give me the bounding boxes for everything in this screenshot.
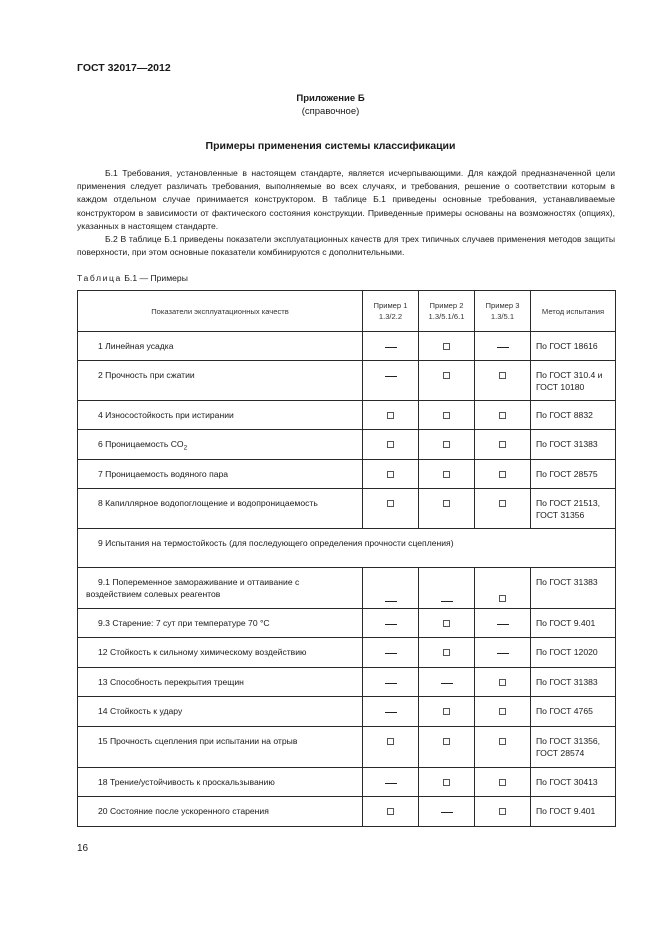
row-indicator xyxy=(78,332,363,361)
header-example-3-title: Пример 3 xyxy=(485,301,520,310)
checkbox-square-icon xyxy=(499,738,506,745)
row-indicator-text: 9.1 Попеременное замораживание и оттаивание с воздействием солевых реагентов xyxy=(86,577,300,600)
row-example-2-cell xyxy=(419,797,475,827)
checkbox-square-icon xyxy=(499,471,506,478)
row-test-method: По ГОСТ 9.401 xyxy=(531,609,616,638)
checkbox-square-icon xyxy=(443,649,450,656)
row-indicator-text: 13 Способность перекрытия трещин xyxy=(98,677,244,687)
row-test-method: По ГОСТ 21513, ГОСТ 31356 xyxy=(531,489,616,529)
row-indicator xyxy=(78,797,363,827)
annex-title-block xyxy=(0,92,661,118)
table-body xyxy=(78,332,616,827)
row-test-method: По ГОСТ 9.401 xyxy=(531,797,616,827)
dash-icon xyxy=(385,624,397,625)
table-row xyxy=(78,638,616,668)
checkbox-square-icon xyxy=(387,500,394,507)
row-example-3-cell xyxy=(475,568,531,609)
header-method: Метод испытания xyxy=(531,291,616,332)
row-test-method: По ГОСТ 31383 xyxy=(531,668,616,697)
row-example-2-cell xyxy=(419,460,475,489)
row-test-method: По ГОСТ 31356, ГОСТ 28574 xyxy=(531,727,616,768)
row-example-1-cell xyxy=(363,489,419,529)
dash-icon xyxy=(385,653,397,654)
examples-table xyxy=(77,290,616,827)
table-caption-text: Б.1 — Примеры xyxy=(124,273,188,283)
row-indicator-text: 1 Линейная усадка xyxy=(98,341,174,351)
table-header-row xyxy=(78,291,616,332)
checkbox-square-icon xyxy=(443,708,450,715)
row-example-2-cell xyxy=(419,361,475,401)
table-row xyxy=(78,529,616,568)
row-example-3-cell xyxy=(475,697,531,727)
paragraph-b2: Б.2 В таблице Б.1 приведены показатели эксплуатационных качеств для трех типичных случаев применения методов защиты поверхности, при этом основные показатели комбинируются с дополнительными. xyxy=(77,234,615,258)
table-row xyxy=(78,361,616,401)
row-example-3-cell xyxy=(475,768,531,797)
row-indicator xyxy=(78,697,363,727)
row-example-3-cell xyxy=(475,638,531,668)
row-indicator-text: 6 Проницаемость CO xyxy=(98,439,184,449)
row-example-1-cell xyxy=(363,697,419,727)
table-row xyxy=(78,727,616,768)
table-caption xyxy=(77,273,188,283)
dash-icon xyxy=(385,712,397,713)
table-row xyxy=(78,568,616,609)
row-test-method: По ГОСТ 12020 xyxy=(531,638,616,668)
row-example-1-cell xyxy=(363,768,419,797)
checkbox-square-icon xyxy=(443,620,450,627)
row-example-3-cell xyxy=(475,609,531,638)
table-row xyxy=(78,430,616,460)
row-indicator-text: 20 Состояние после ускоренного старения xyxy=(98,806,269,816)
checkbox-square-icon xyxy=(387,808,394,815)
dash-icon xyxy=(385,683,397,684)
row-example-2-cell xyxy=(419,727,475,768)
checkbox-square-icon xyxy=(387,412,394,419)
row-example-3-cell xyxy=(475,361,531,401)
row-indicator-text: 9.3 Старение: 7 сут при температуре 70 °С xyxy=(98,618,270,628)
checkbox-square-icon xyxy=(443,500,450,507)
row-example-1-cell xyxy=(363,568,419,609)
dash-icon xyxy=(441,683,453,684)
row-example-2-cell xyxy=(419,489,475,529)
row-example-2-cell xyxy=(419,638,475,668)
table-row xyxy=(78,332,616,361)
row-test-method: По ГОСТ 8832 xyxy=(531,401,616,430)
header-example-1-title: Пример 1 xyxy=(373,301,408,310)
dash-icon xyxy=(441,812,453,813)
row-indicator-subscript: 2 xyxy=(183,444,188,452)
checkbox-square-icon xyxy=(499,412,506,419)
dash-icon xyxy=(385,601,397,602)
row-example-1-cell xyxy=(363,401,419,430)
row-indicator xyxy=(78,668,363,697)
checkbox-square-icon xyxy=(387,441,394,448)
row-test-method: По ГОСТ 18616 xyxy=(531,332,616,361)
table-row xyxy=(78,401,616,430)
dash-icon xyxy=(385,376,397,377)
row-indicator xyxy=(78,529,616,568)
checkbox-square-icon xyxy=(499,441,506,448)
row-indicator xyxy=(78,401,363,430)
checkbox-square-icon xyxy=(443,779,450,786)
row-test-method: По ГОСТ 310.4 и ГОСТ 10180 xyxy=(531,361,616,401)
table-row xyxy=(78,460,616,489)
header-example-2 xyxy=(419,291,475,332)
dash-icon xyxy=(385,347,397,348)
row-example-3-cell xyxy=(475,430,531,460)
header-example-3 xyxy=(475,291,531,332)
checkbox-square-icon xyxy=(499,372,506,379)
row-indicator-text: 8 Капиллярное водопоглощение и водопроницаемость xyxy=(98,498,318,508)
row-example-1-cell xyxy=(363,609,419,638)
row-test-method: По ГОСТ 4765 xyxy=(531,697,616,727)
table-row xyxy=(78,768,616,797)
row-indicator xyxy=(78,609,363,638)
section-heading: Примеры применения системы классификации xyxy=(205,140,456,152)
row-indicator xyxy=(78,430,363,460)
checkbox-square-icon xyxy=(499,679,506,686)
body-text xyxy=(77,167,615,259)
checkbox-square-icon xyxy=(499,779,506,786)
row-indicator-text: 15 Прочность сцепления при испытании на отрыв xyxy=(98,736,298,746)
row-indicator-text: 4 Износостойкость при истирании xyxy=(98,410,234,420)
row-test-method: По ГОСТ 31383 xyxy=(531,430,616,460)
row-example-3-cell xyxy=(475,668,531,697)
row-example-1-cell xyxy=(363,361,419,401)
header-example-2-code: 1.3/5.1/6.1 xyxy=(428,312,465,321)
row-example-1-cell xyxy=(363,332,419,361)
checkbox-square-icon xyxy=(499,595,506,602)
checkbox-square-icon xyxy=(443,343,450,350)
checkbox-square-icon xyxy=(499,708,506,715)
table-row xyxy=(78,697,616,727)
dash-icon xyxy=(497,624,509,625)
row-indicator xyxy=(78,489,363,529)
header-indicator: Показатели эксплуатационных качеств xyxy=(78,291,363,332)
row-indicator-text: 9 Испытания на термостойкость (для последующего определения прочности сцепления) xyxy=(98,538,454,548)
row-test-method: По ГОСТ 30413 xyxy=(531,768,616,797)
row-example-3-cell xyxy=(475,489,531,529)
page-number: 16 xyxy=(77,843,89,854)
table-row xyxy=(78,489,616,529)
checkbox-square-icon xyxy=(499,500,506,507)
annex-title: Приложение Б xyxy=(296,93,365,104)
row-indicator-text: 2 Прочность при сжатии xyxy=(98,370,195,380)
header-example-1 xyxy=(363,291,419,332)
row-example-3-cell xyxy=(475,332,531,361)
dash-icon xyxy=(497,653,509,654)
checkbox-square-icon xyxy=(443,471,450,478)
dash-icon xyxy=(441,601,453,602)
header-example-2-title: Пример 2 xyxy=(429,301,464,310)
row-example-2-cell xyxy=(419,697,475,727)
row-example-2-cell xyxy=(419,401,475,430)
row-example-2-cell xyxy=(419,332,475,361)
row-indicator-text: 7 Проницаемость водяного пара xyxy=(98,469,229,479)
row-example-2-cell xyxy=(419,668,475,697)
row-example-1-cell xyxy=(363,797,419,827)
checkbox-square-icon xyxy=(443,441,450,448)
row-example-1-cell xyxy=(363,638,419,668)
row-example-2-cell xyxy=(419,568,475,609)
row-indicator xyxy=(78,568,363,609)
row-indicator-text: 18 Трение/устойчивость к проскальзыванию xyxy=(98,777,275,787)
row-indicator xyxy=(78,361,363,401)
standard-code: ГОСТ 32017—2012 xyxy=(77,62,171,74)
paragraph-b1: Б.1 Требования, установленные в настоящем стандарте, является исчерпывающими. Для каждой предназначенной цели применения следует различать требования, выполняемые во всех случаях, и требования, решение о соответствии которым в каждом отдельном случае принимается конструктором. В таблице Б.1 приведены основные требования, устанавливаемые конструктором в зависимости от фактического состояния конструкции. Приведенные примеры основаны на возможностях (опциях), указанных в настоящем стандарте. xyxy=(77,168,615,231)
row-indicator-text: 14 Стойкость к удару xyxy=(98,706,183,716)
row-example-3-cell xyxy=(475,727,531,768)
table-row xyxy=(78,609,616,638)
checkbox-square-icon xyxy=(387,471,394,478)
checkbox-square-icon xyxy=(499,808,506,815)
table-row xyxy=(78,668,616,697)
dash-icon xyxy=(497,347,509,348)
row-indicator xyxy=(78,460,363,489)
checkbox-square-icon xyxy=(387,738,394,745)
row-test-method: По ГОСТ 28575 xyxy=(531,460,616,489)
table-row xyxy=(78,797,616,827)
row-indicator xyxy=(78,768,363,797)
dash-icon xyxy=(385,783,397,784)
row-example-2-cell xyxy=(419,430,475,460)
table-caption-label: Таблица xyxy=(77,273,122,283)
checkbox-square-icon xyxy=(443,738,450,745)
header-example-1-code: 1.3/2.2 xyxy=(378,312,403,321)
row-example-3-cell xyxy=(475,401,531,430)
annex-subtitle: (справочное) xyxy=(301,106,360,117)
row-test-method: По ГОСТ 31383 xyxy=(531,568,616,609)
checkbox-square-icon xyxy=(443,412,450,419)
row-example-3-cell xyxy=(475,460,531,489)
row-example-2-cell xyxy=(419,609,475,638)
row-indicator xyxy=(78,638,363,668)
row-example-3-cell xyxy=(475,797,531,827)
row-example-1-cell xyxy=(363,460,419,489)
row-example-2-cell xyxy=(419,768,475,797)
row-indicator xyxy=(78,727,363,768)
checkbox-square-icon xyxy=(443,372,450,379)
row-example-1-cell xyxy=(363,430,419,460)
row-indicator-text: 12 Стойкость к сильному химическому воздействию xyxy=(98,647,307,657)
row-example-1-cell xyxy=(363,668,419,697)
row-example-1-cell xyxy=(363,727,419,768)
header-example-3-code: 1.3/5.1 xyxy=(490,312,515,321)
